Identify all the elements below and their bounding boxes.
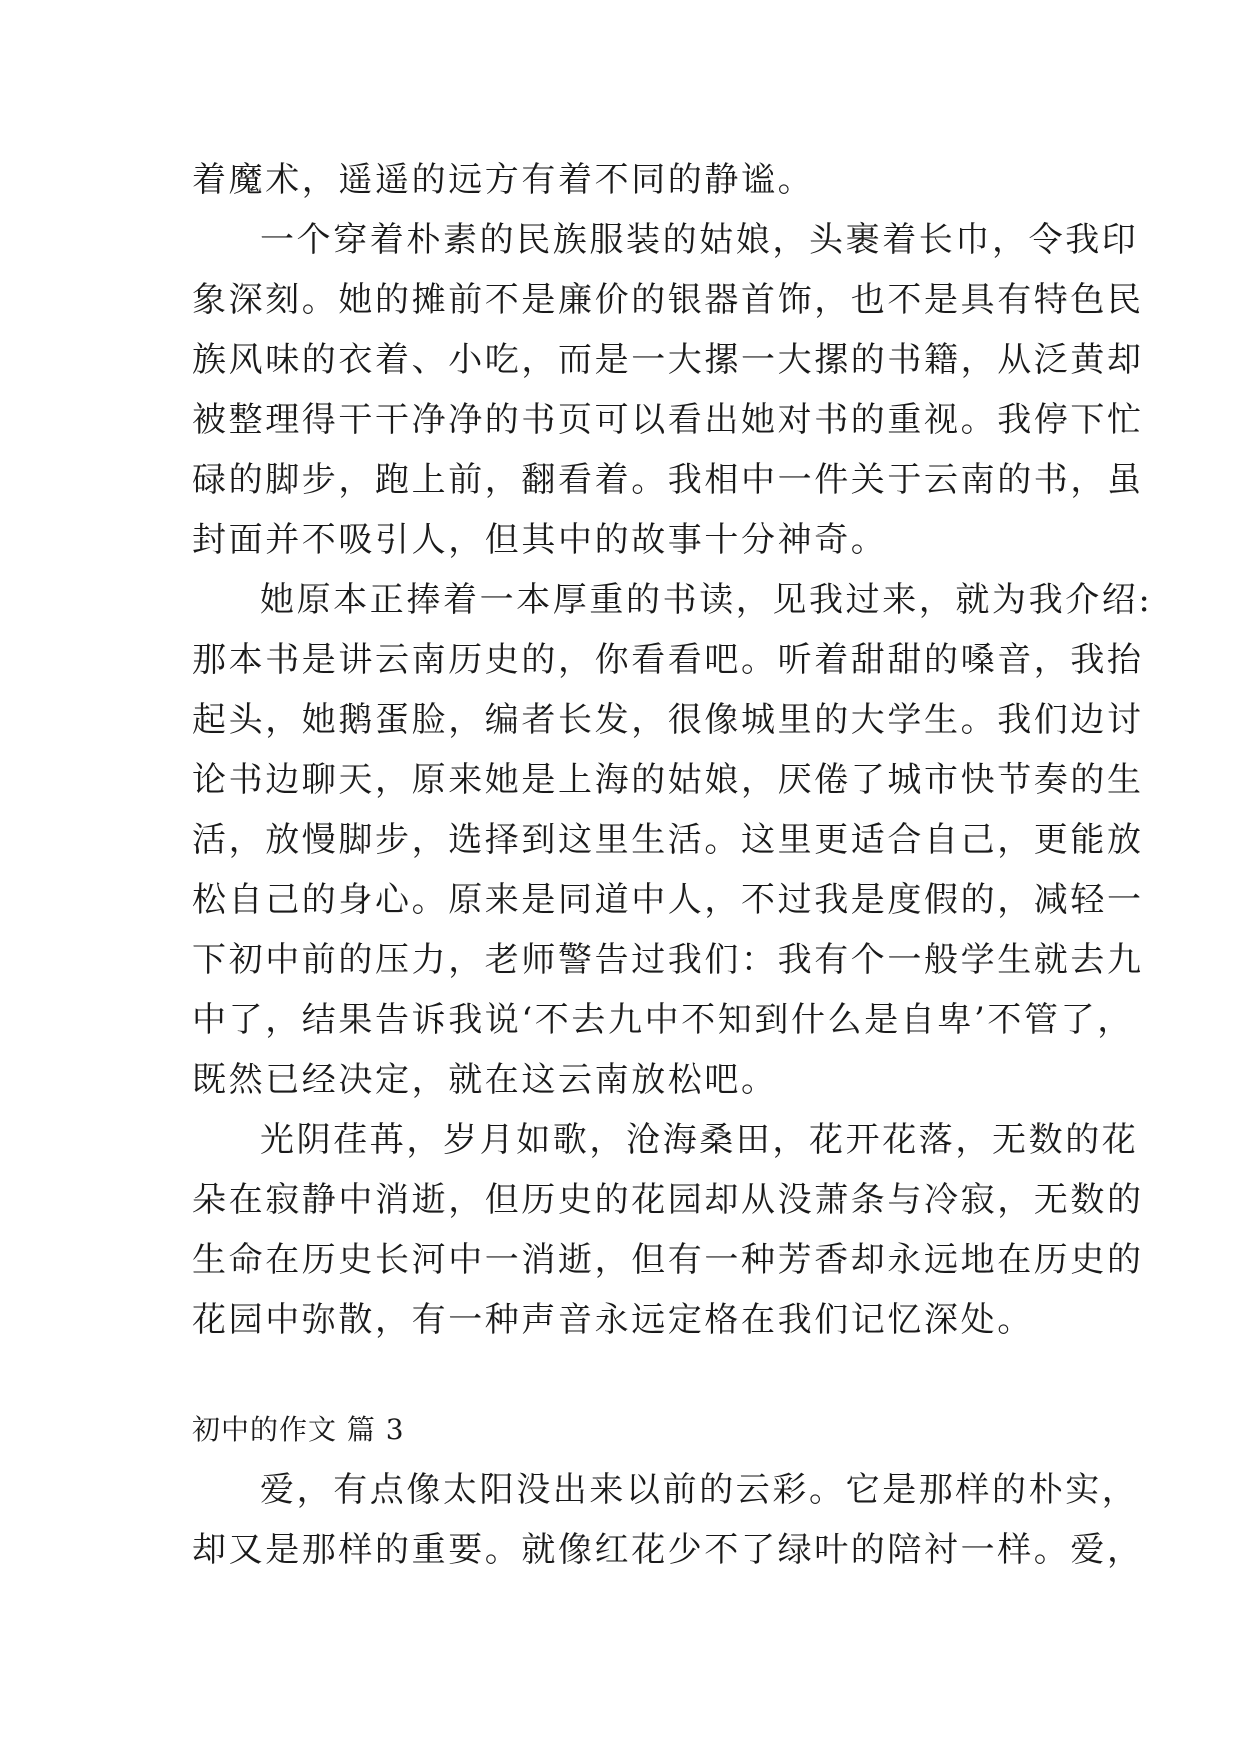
text-line: 中了，结果告诉我说‘不去九中不知到什么是自卑’不管了， <box>192 1000 1134 1040</box>
text-line: 碌的脚步，跑上前，翻看着。我相中一件关于云南的书，虽 <box>192 460 1144 500</box>
text-line: 被整理得干干净净的书页可以看出她对书的重视。我停下忙 <box>192 400 1144 440</box>
text-line: 下初中前的压力，老师警告过我们：我有个一般学生就去九 <box>192 940 1144 980</box>
text-line: 花园中弥散，有一种声音永远定格在我们记忆深处。 <box>192 1300 1034 1340</box>
text-line: 论书边聊天，原来她是上海的姑娘，厌倦了城市快节奏的生 <box>192 760 1144 800</box>
text-line: 她原本正捧着一本厚重的书读，见我过来，就为我介绍: <box>260 580 1153 620</box>
text-line: 朵在寂静中消逝，但历史的花园却从没萧条与冷寂，无数的 <box>192 1180 1144 1220</box>
text-line: 却又是那样的重要。就像红花少不了绿叶的陪衬一样。爱， <box>192 1530 1144 1570</box>
text-line: 族风味的衣着、小吃，而是一大摞一大摞的书籍，从泛黄却 <box>192 340 1144 380</box>
section-heading: 初中的作文 篇 3 <box>192 1413 405 1446</box>
text-line: 活，放慢脚步，选择到这里生活。这里更适合自己，更能放 <box>192 820 1144 860</box>
document-page <box>192 150 1153 1580</box>
text-line: 起头，她鹅蛋脸，编者长发，很像城里的大学生。我们边讨 <box>192 700 1144 740</box>
text-line: 光阴荏苒，岁月如歌，沧海桑田，花开花落，无数的花 <box>260 1120 1139 1160</box>
text-line: 既然已经决定，就在这云南放松吧。 <box>192 1060 778 1100</box>
text-line: 着魔术，遥遥的远方有着不同的静谧。 <box>192 160 815 200</box>
text-line: 象深刻。她的摊前不是廉价的银器首饰，也不是具有特色民 <box>192 280 1144 320</box>
text-line: 封面并不吸引人，但其中的故事十分神奇。 <box>192 520 888 560</box>
text-line: 爱，有点像太阳没出来以前的云彩。它是那样的朴实， <box>260 1470 1139 1510</box>
text-line: 那本书是讲云南历史的，你看看吧。听着甜甜的嗓音，我抬 <box>192 640 1144 680</box>
text-line: 松自己的身心。原来是同道中人，不过我是度假的，减轻一 <box>192 880 1144 920</box>
text-line: 生命在历史长河中一消逝，但有一种芳香却永远地在历史的 <box>192 1240 1144 1280</box>
text-line: 一个穿着朴素的民族服装的姑娘，头裹着长巾，令我印 <box>260 220 1139 260</box>
